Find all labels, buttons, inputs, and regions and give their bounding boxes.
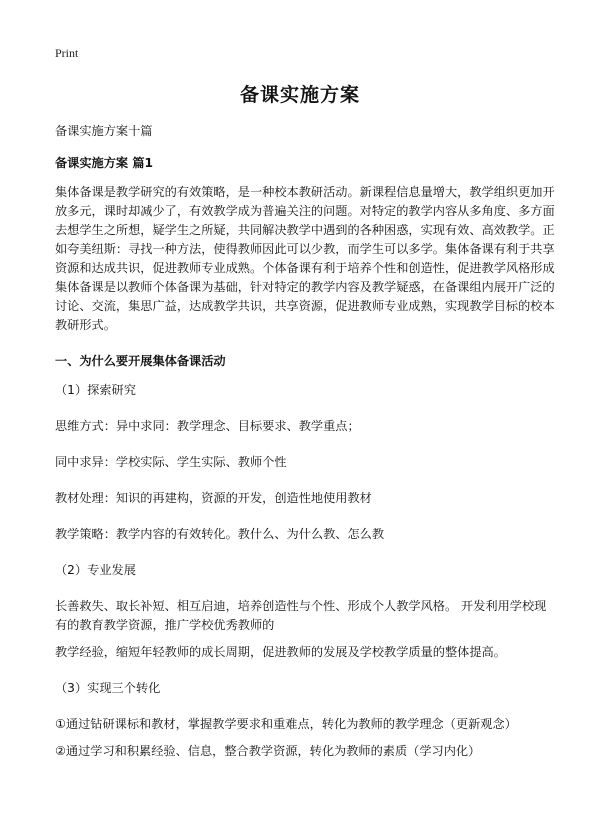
material-handling-line: 教材处理：知识的再建构，资源的开发，创造性地使用教材 [55, 491, 372, 505]
subheading-explore-research: （1）探索研究 [55, 383, 136, 397]
document-subtitle: 备课实施方案十篇 [55, 124, 153, 138]
thinking-mode-line: 思维方式：异中求同：教学理念、目标要求、教学重点； [55, 419, 360, 433]
heading-why-collective-prep: 一、为什么要开展集体备课活动 [55, 354, 226, 368]
conversion-item-1: ①通过钻研课标和教材，掌握教学要求和重难点，转化为教师的教学理念（更新观念） [55, 717, 517, 731]
section-title: 备课实施方案 篇1 [55, 156, 154, 170]
subheading-three-conversions: （3）实现三个转化 [55, 681, 161, 695]
intro-paragraph: 集体备课是教学研究的有效策略，是一种校本教研活动。新课程信息量增大，教学组织更加开放多元，课时却减少了，有效教学成为普遍关注的问题。对特定的教学内容从多角度、多方面去想学生之所想，疑学生之所疑，共同解决教学中遇到的各种困惑，实现有效、高效教学。正如夸美纽斯：寻找一种方法，使得教师因此可以少教，而学生可以多学。集体备课有利于共享资源和达成共识，促进教师专业成熟。个体备课有利于培养个性和创造性，促进教学风格形成 集体备课是以教师个体备课为基础，针对特定的教学内容及教学疑惑，在备课组内展开广泛的讨论、交流，集思广益，达成教学共识，共享资源，促进教师专业成熟，实现教学目标的校本教研形式。 [55, 185, 555, 332]
seek-difference-line: 同中求异：学校实际、学生实际、教师个性 [55, 455, 287, 469]
teaching-strategy-line: 教学策略：教学内容的有效转化。教什么、为什么教、怎么教 [55, 527, 385, 541]
document-title: 备课实施方案 [239, 84, 360, 106]
print-link[interactable]: Print [55, 46, 79, 60]
document-body [55, 122, 555, 778]
conversion-item-2: ②通过学习和积累经验、信息，整合教学资源，转化为教师的素质（学习内化） [55, 744, 481, 758]
development-paragraph-1: 长善救失、取长补短、相互启迪，培养创造性与个性、形成个人教学风格。 开发利用学校现有的教育教学资源，推广学校优秀教师的 [55, 599, 547, 632]
subheading-professional-development: （2）专业发展 [55, 563, 136, 577]
development-paragraph-2: 教学经验，缩短年轻教师的成长周期，促进教师的发展及学校教学质量的整体提高。 [55, 645, 506, 659]
